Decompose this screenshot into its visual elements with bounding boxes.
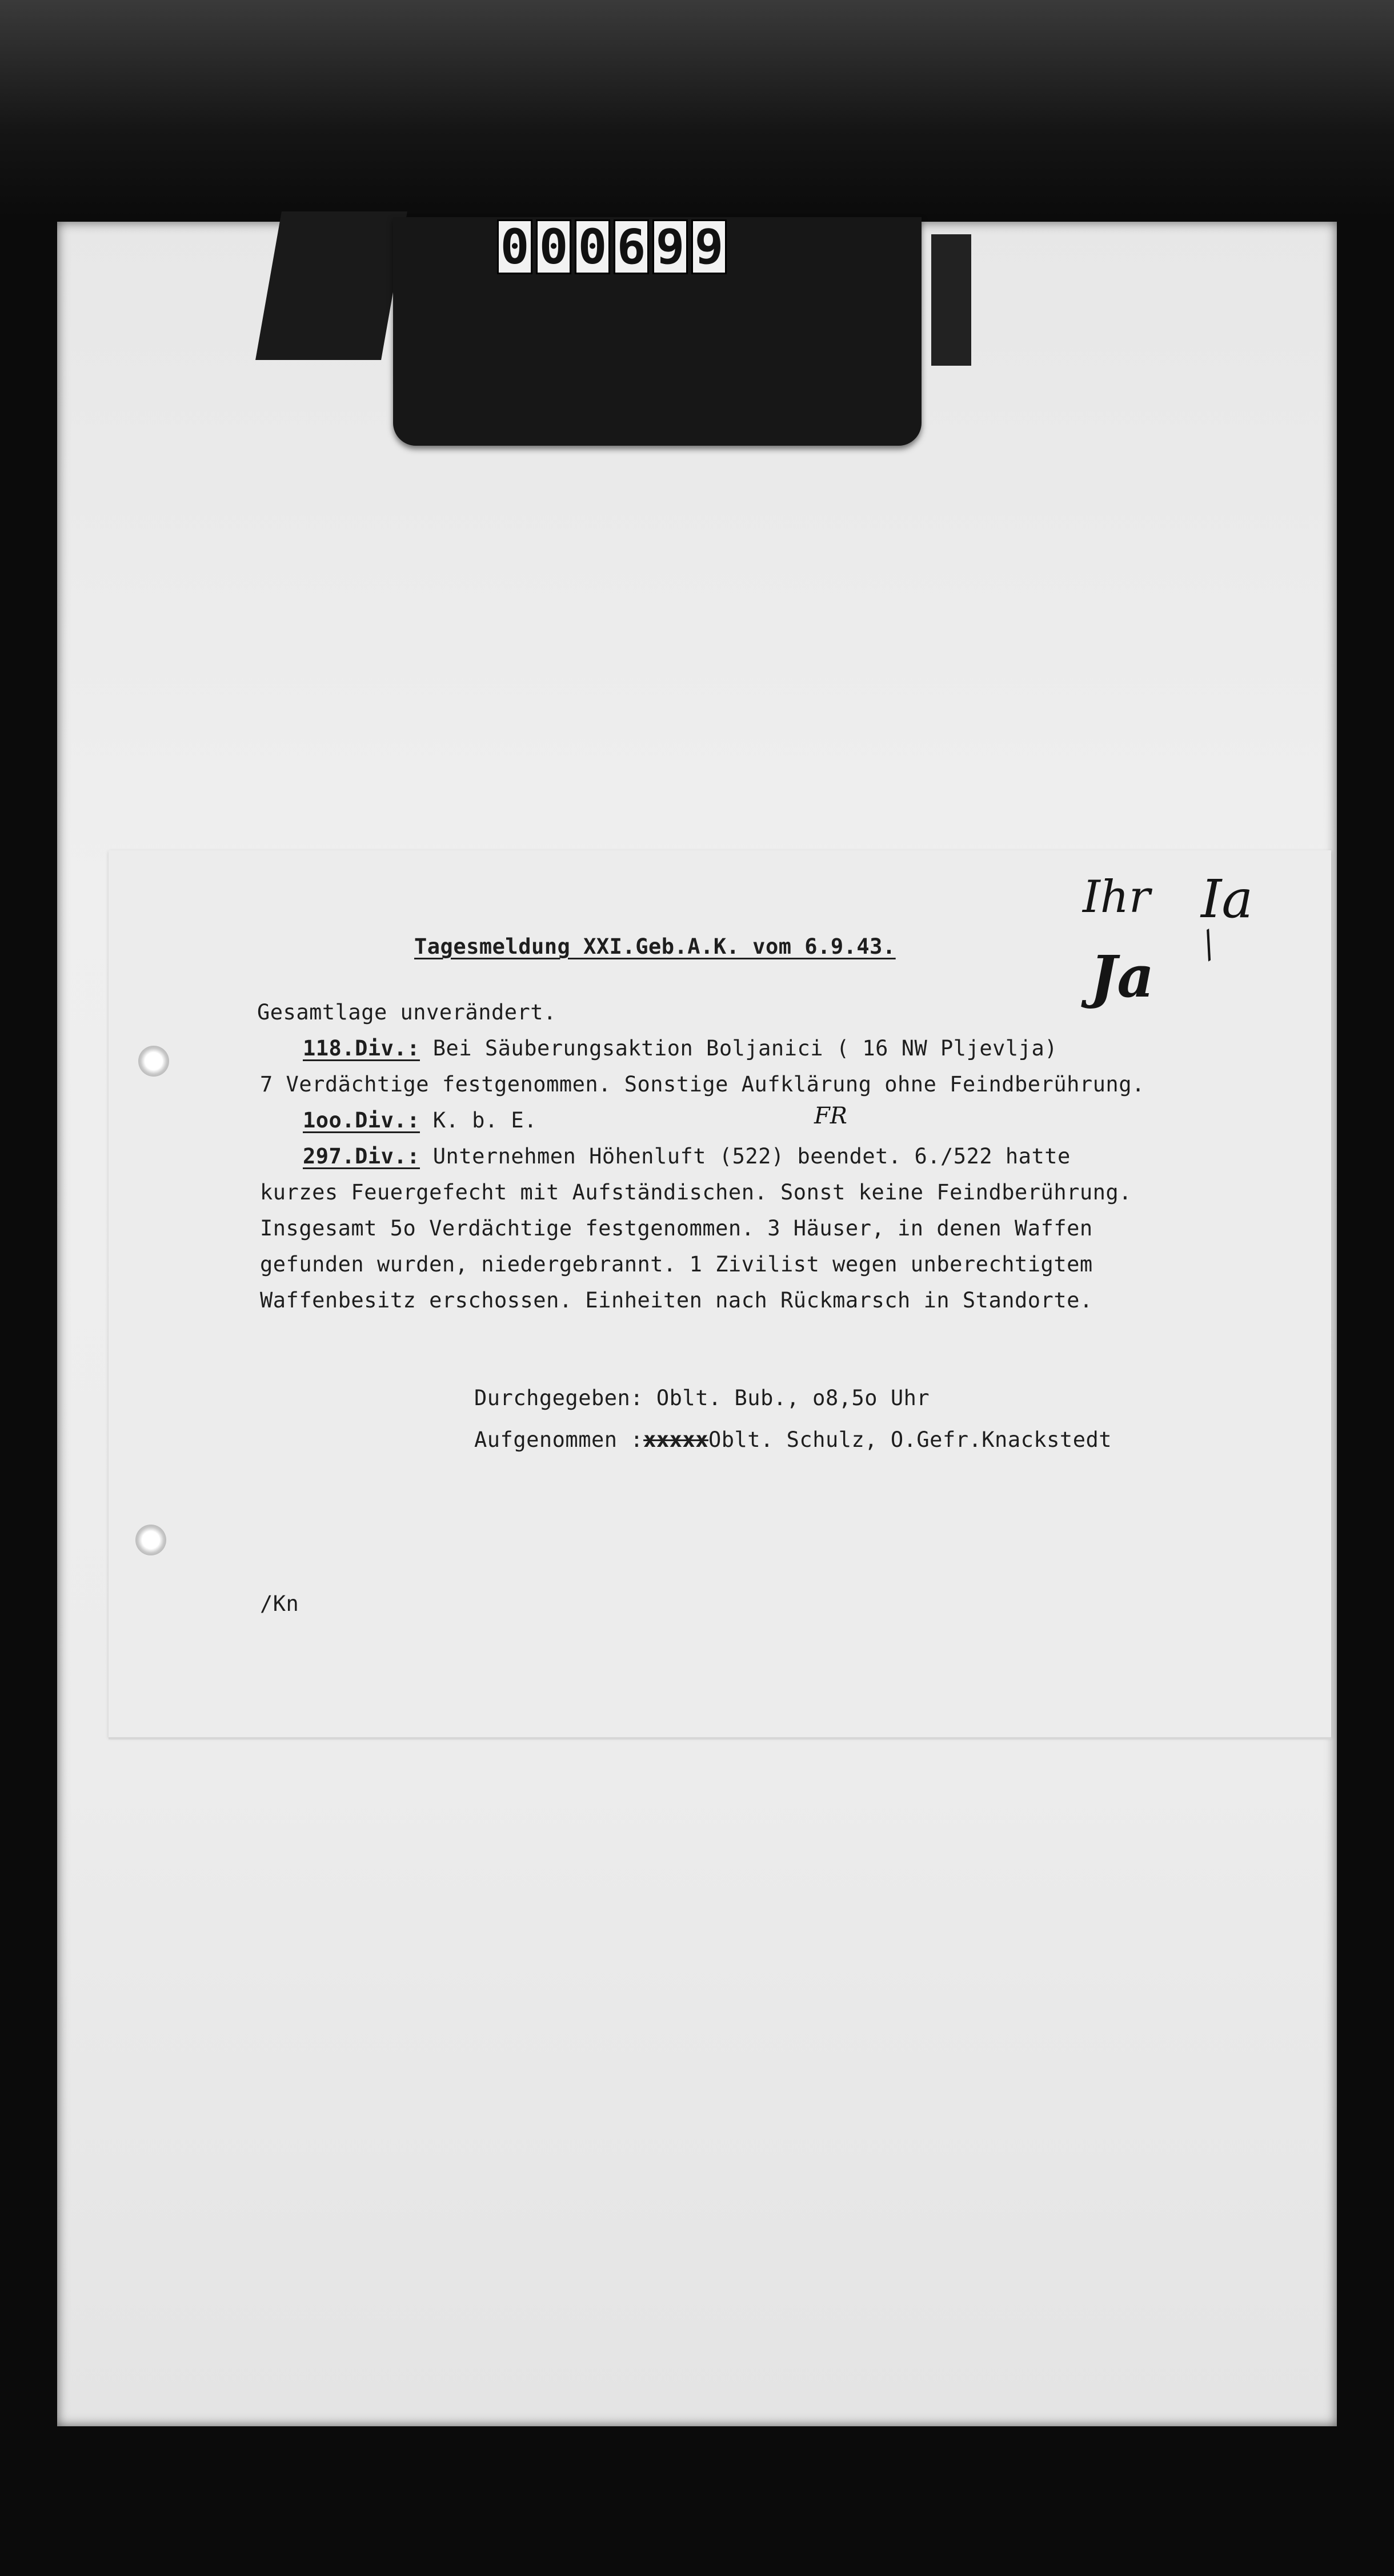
counter-digit: 9 (691, 219, 727, 274)
counter-tab (931, 234, 971, 366)
line-text: Bei Säuberungsaktion Boljanici ( 16 NW Pljevlja) (419, 1036, 1058, 1061)
counter-digit: 0 (575, 219, 610, 274)
line-text: Unternehmen Höhenluft (522) beendet. 6./522 hatte (419, 1144, 1071, 1169)
text-line: gefunden wurden, niedergebrannt. 1 Zivilist wegen unberechtigtem (260, 1252, 1093, 1277)
film-edge (0, 0, 1394, 217)
text-line (303, 1036, 1057, 1061)
handwritten-initials: Ihr (1083, 871, 1151, 923)
transmission-sent: Durchgegeben: Oblt. Bub., o8,5o Uhr (474, 1386, 930, 1410)
division-label: 118.Div.: (303, 1036, 420, 1061)
handwritten-ia: Ia (1201, 869, 1253, 930)
punch-hole-bottom (135, 1525, 166, 1555)
counter-digit: 6 (614, 219, 649, 274)
transmission-received (474, 1427, 1112, 1452)
document-title: Tagesmeldung XXI.Geb.A.K. vom 6.9.43. (414, 934, 896, 959)
counter-digit: 0 (536, 219, 571, 274)
text-line: Gesamtlage unverändert. (257, 1000, 556, 1025)
received-label: Aufgenommen : (474, 1427, 644, 1452)
typist-sign: /Kn (260, 1591, 299, 1616)
division-label: 297.Div.: (303, 1144, 420, 1169)
frame-counter (497, 218, 727, 275)
text-line: 7 Verdächtige festgenommen. Sonstige Aufklärung ohne Feindberührung. (260, 1072, 1145, 1097)
handwritten-margin-mark: FR (814, 1103, 847, 1129)
text-line (303, 1108, 537, 1133)
text-line: Insgesamt 5o Verdächtige festgenommen. 3 Häuser, in denen Waffen (260, 1216, 1093, 1241)
handwritten-stroke: / (1193, 924, 1224, 965)
text-line: kurzes Feuergefecht mit Aufständischen. Sonst keine Feindberührung. (260, 1180, 1132, 1205)
line-text: K. b. E. (419, 1108, 537, 1133)
handwritten-signature: Ja (1090, 943, 1155, 1010)
received-names: Oblt. Schulz, O.Gefr.Knackstedt (708, 1427, 1112, 1452)
struck-text: xxxxx (643, 1427, 708, 1452)
sheet-edge (109, 1737, 1331, 1739)
clip-shadow (255, 211, 407, 360)
text-line (303, 1144, 1071, 1169)
text-line: Waffenbesitz erschossen. Einheiten nach Rückmarsch in Standorte. (260, 1288, 1093, 1313)
counter-digit: 0 (497, 219, 532, 274)
counter-digit: 9 (652, 219, 688, 274)
division-label: 1oo.Div.: (303, 1108, 420, 1133)
punch-hole-top (138, 1046, 169, 1077)
